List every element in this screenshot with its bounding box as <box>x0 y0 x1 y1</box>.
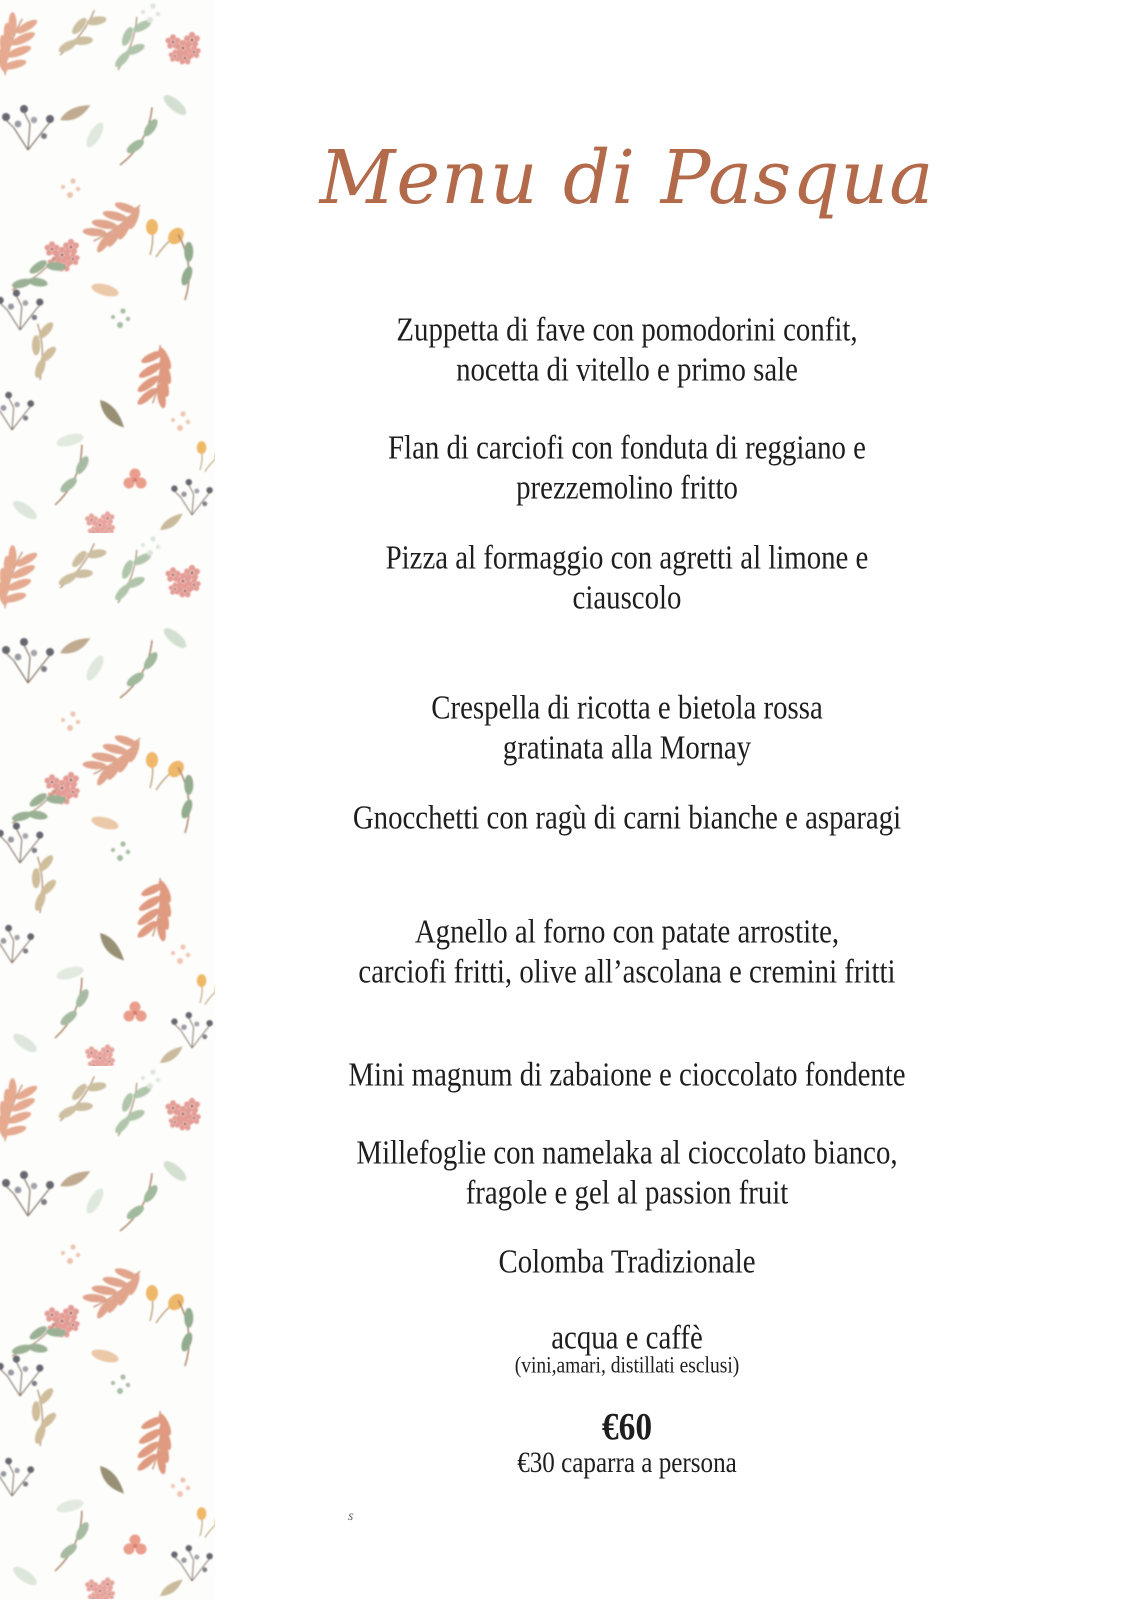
stray-mark: s <box>347 1508 355 1525</box>
course-line: fragole e gel al passion fruit <box>465 1173 789 1211</box>
beverages-line: acqua e caffè <box>551 1318 703 1356</box>
course-line: Flan di carciofi con fonduta di reggiano e <box>388 428 866 466</box>
course-line: Zuppetta di fave con pomodorini confit, <box>396 310 858 348</box>
course-line: nocetta di vitello e primo sale <box>456 350 798 388</box>
course-line: Pizza al formaggio con agretti al limone e <box>385 538 869 576</box>
course-flan <box>244 427 1010 507</box>
course-line: Gnocchetti con ragù di carni bianche e asparagi <box>352 798 902 836</box>
menu-content <box>215 0 1039 1600</box>
course-millefoglie <box>244 1132 1010 1212</box>
course-line: gratinata alla Mornay <box>502 728 752 766</box>
page-title: Menu di Pasqua <box>319 135 935 221</box>
course-zuppetta <box>244 309 1010 389</box>
course-line: Agnello al forno con patate arrostite, <box>414 912 840 950</box>
course-line: Millefoglie con namelaka al cioccolato bianco, <box>356 1133 898 1171</box>
course-gnocchetti <box>244 797 1010 837</box>
course-line: Mini magnum di zabaione e cioccolato fondente <box>348 1055 906 1093</box>
deposit-note: €30 caparra a persona <box>517 1446 737 1479</box>
course-line: ciauscolo <box>572 578 682 616</box>
course-colomba <box>244 1241 1010 1281</box>
course-line: Crespella di ricotta e bietola rossa <box>431 688 823 726</box>
course-mini-magnum <box>244 1054 1010 1094</box>
course-line: Colomba Tradizionale <box>498 1242 756 1280</box>
floral-pattern <box>0 0 215 1600</box>
menu-price: €60 <box>601 1405 653 1449</box>
floral-border-strip <box>0 0 215 1600</box>
course-agnello <box>244 911 1010 991</box>
course-line: prezzemolino fritto <box>516 468 738 506</box>
beverages-exclusion-note: (vini,amari, distillati esclusi) <box>514 1352 740 1378</box>
course-crespella <box>244 687 1010 767</box>
course-line: carciofi fritti, olive all’ascolana e cremini fritti <box>358 952 896 990</box>
course-pizza <box>244 537 1010 617</box>
